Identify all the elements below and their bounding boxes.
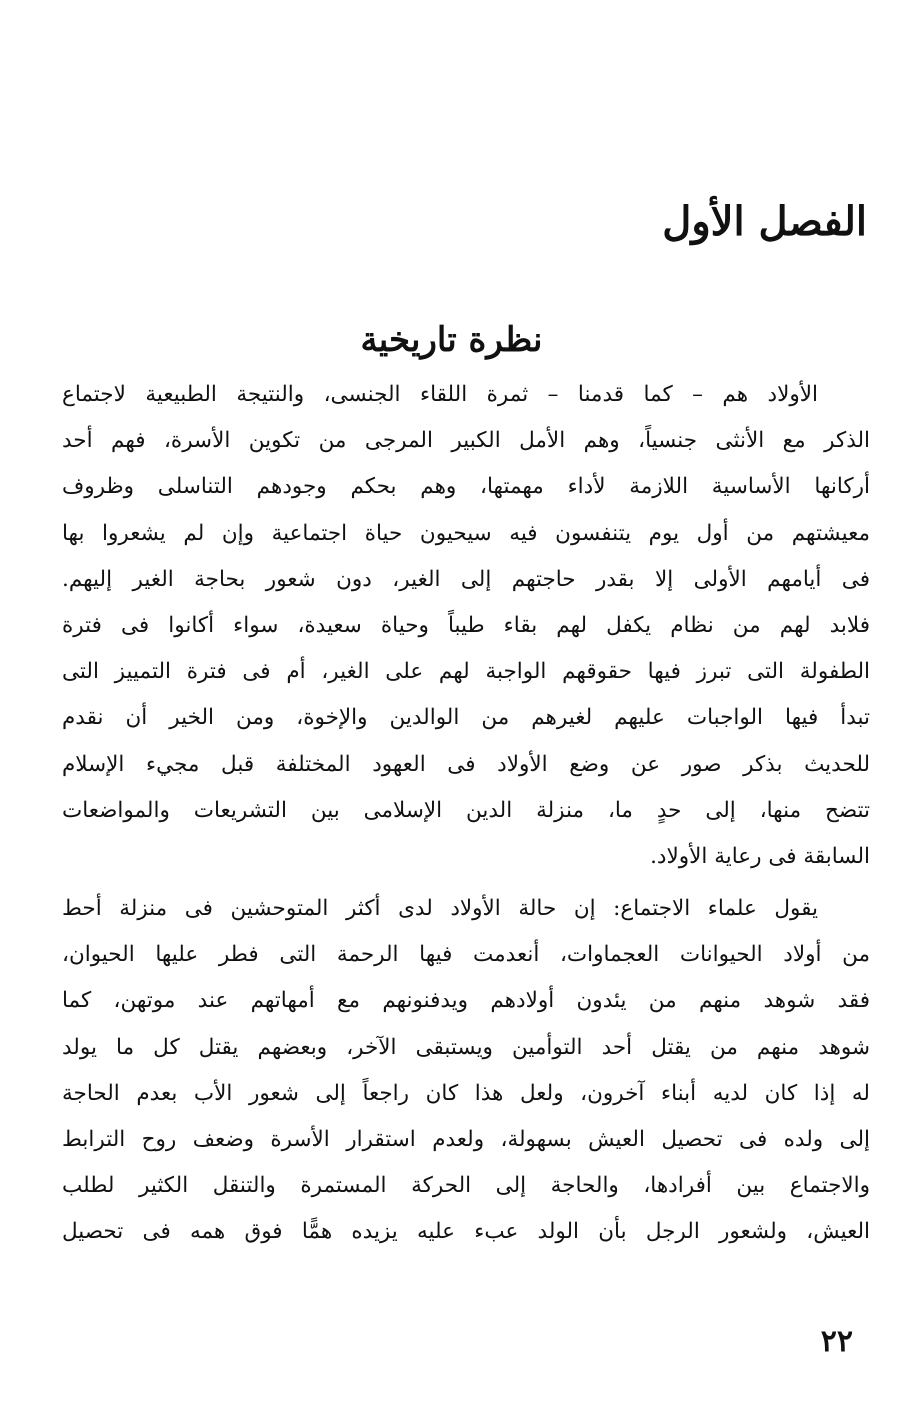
text-line: له إذا كان لديه أبناء آخرون، ولعل هذا كان راجعاً إلى شعور الأب بعدم الحاجة	[62, 1080, 870, 1106]
text-line: فى أيامهم الأولى إلا بقدر حاجتهم إلى الغير، دون شعور بحاجة الغير إليهم.	[62, 566, 870, 592]
text-line: معيشتهم من أول يوم يتنفسون فيه سيحيون حياة اجتماعية وإن لم يشعروا بها	[62, 520, 870, 546]
text-line: تبدأ فيها الواجبات عليهم لغيرهم من الوالدين والإخوة، ومن الخير أن نقدم	[62, 705, 870, 731]
text-line: فلابد لهم من نظام يكفل لهم بقاء طيباً وحياة سعيدة، سواء أكانوا فى فترة	[62, 612, 870, 638]
text-line: للحديث بذكر صور عن وضع الأولاد فى العهود المختلفة قبل مجيء الإسلام	[62, 751, 870, 777]
chapter-title: الفصل الأول	[662, 198, 867, 245]
text-line: من أولاد الحيوانات العجماوات، أنعدمت فيها الرحمة التى فطر عليها الحيوان،	[62, 942, 870, 968]
text-line: والاجتماع بين أفرادها، والحاجة إلى الحركة المستمرة والتنقل الكثير لطلب	[62, 1173, 870, 1199]
text-line: الذكر مع الأنثى جنسياً، وهم الأمل الكبير المرجى من تكوين الأسرة، فهم أحد	[62, 428, 870, 454]
page-number: ٢٢	[820, 1324, 853, 1359]
text-line: يقول علماء الاجتماع: إن حالة الأولاد لدى أكثر المتوحشين فى منزلة أحط	[62, 896, 818, 922]
text-line: شوهد منهم من يقتل أحد التوأمين ويستبقى الآخر، وبعضهم يقتل كل ما يولد	[62, 1034, 870, 1060]
text-line: تتضح منها، إلى حدٍ ما، منزلة الدين الإسلامى بين التشريعات والمواضعات	[62, 797, 870, 823]
text-line: العيش، ولشعور الرجل بأن الولد عبء عليه يزيده همًّا فوق همه فى تحصيل	[62, 1219, 870, 1245]
section-title: نظرة تاريخية	[360, 320, 543, 360]
text-line: السابقة فى رعاية الأولاد.	[650, 843, 870, 869]
text-line: أركانها الأساسية اللازمة لأداء مهمتها، وهم بحكم وجودهم التناسلى وظروف	[62, 474, 870, 500]
paragraph-1	[62, 372, 870, 880]
text-line: الطفولة التى تبرز فيها حقوقهم الواجبة لهم على الغير، أم فى فترة التمييز التى	[62, 659, 870, 685]
text-line: الأولاد هم – كما قدمنا – ثمرة اللقاء الجنسى، والنتيجة الطبيعية لاجتماع	[62, 382, 818, 407]
paragraph-2	[62, 886, 870, 1256]
body-text	[62, 372, 870, 1256]
text-line: إلى ولده فى تحصيل العيش بسهولة، ولعدم استقرار الأسرة وضعف روح الترابط	[62, 1127, 870, 1152]
text-line: فقد شوهد منهم من يئدون أولادهم ويدفنونهم مع أمهاتهم عند موتهن، كما	[62, 988, 870, 1014]
